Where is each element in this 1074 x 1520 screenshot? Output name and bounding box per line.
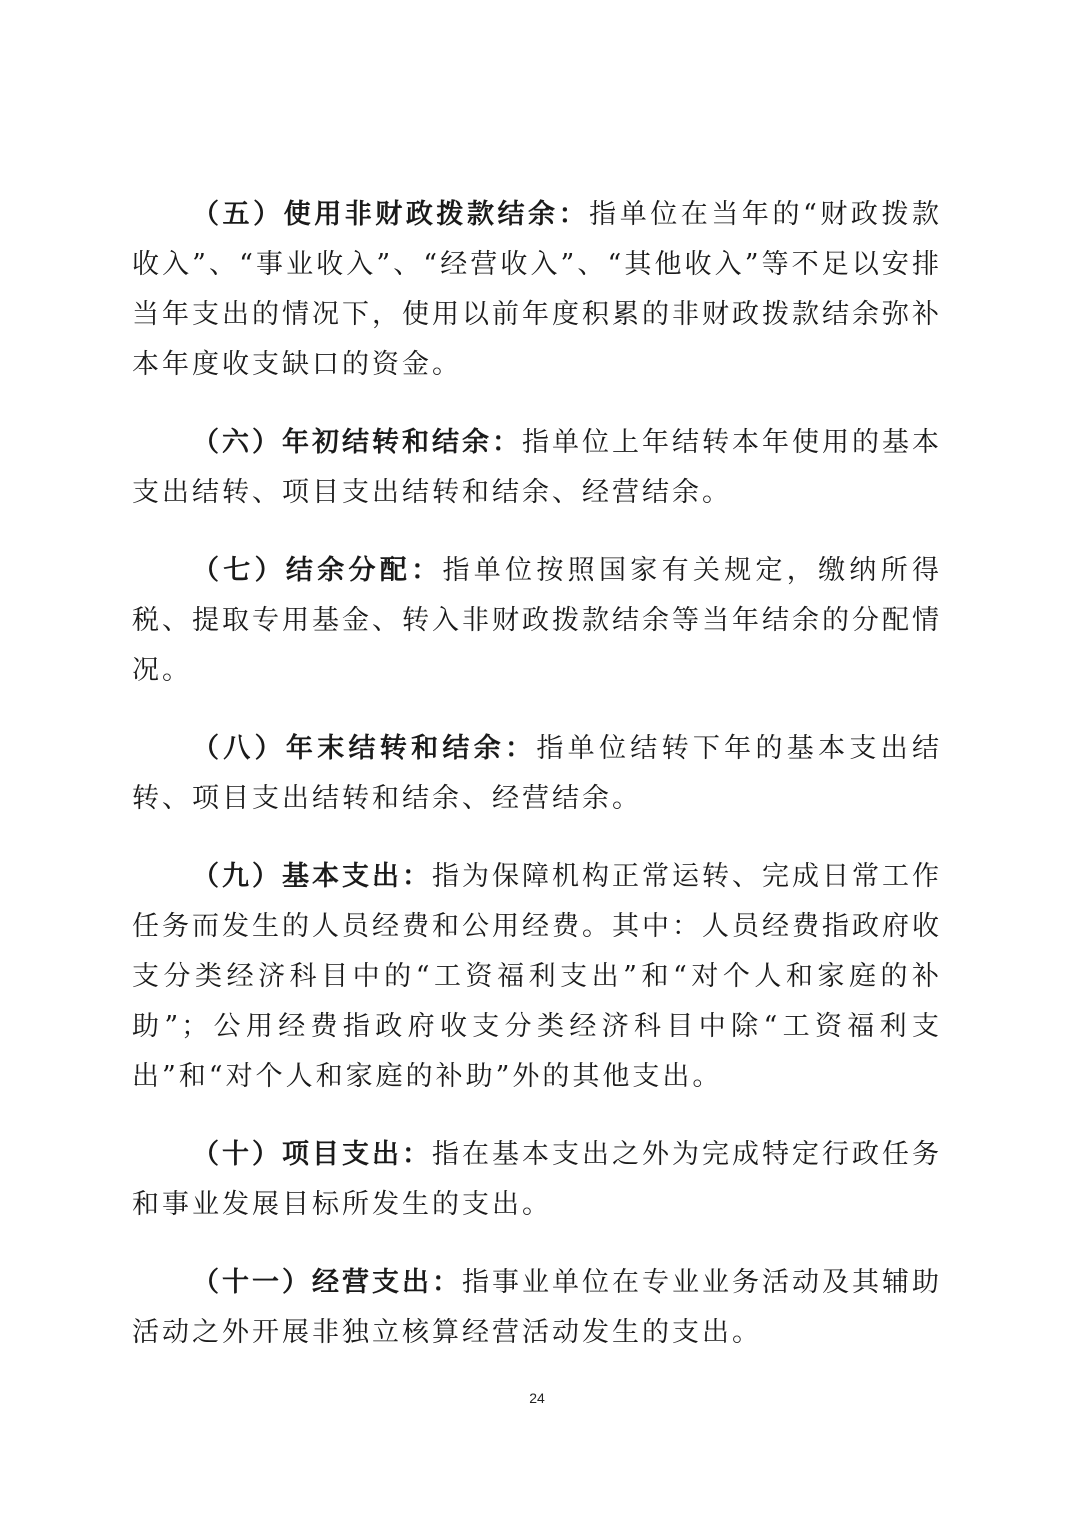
paragraph-text: 指单位上年结转本年使用的基本支出结转、项目支出结转和结余、经营结余。 xyxy=(132,427,942,508)
paragraph-term: （十一）经营支出： xyxy=(192,1267,462,1298)
paragraph-text: 指事业单位在专业业务活动及其辅助活动之外开展非独立核算经营活动发生的支出。 xyxy=(132,1267,942,1348)
paragraph-term: （五）使用非财政拨款结余： xyxy=(192,199,590,230)
paragraph-item-6 xyxy=(132,418,942,518)
paragraph-item-8 xyxy=(132,724,942,824)
paragraph-item-5 xyxy=(132,190,942,390)
paragraph-text: 指为保障机构正常运转、完成日常工作任务而发生的人员经费和公用经费。其中：人员经费指政府收支分类经济科目中的“工资福利支出”和“对个人和家庭的补助”；公用经费指政府收支分类经济科目中除“工资福利支出”和“对个人和家庭的补助”外的其他支出。 xyxy=(132,861,942,1092)
paragraph-term: （八）年末结转和结余： xyxy=(192,733,537,764)
paragraph-item-10 xyxy=(132,1130,942,1230)
paragraph-text: 指单位结转下年的基本支出结转、项目支出结转和结余、经营结余。 xyxy=(132,733,943,814)
paragraph-item-9 xyxy=(132,852,942,1102)
paragraph-text: 指单位按照国家有关规定，缴纳所得税、提取专用基金、转入非财政拨款结余等当年结余的分配情况。 xyxy=(132,555,943,686)
paragraph-item-7 xyxy=(132,546,942,696)
paragraph-text: 指单位在当年的“财政拨款收入”、“事业收入”、“经营收入”、“其他收入”等不足以安排当年支出的情况下，使用以前年度积累的非财政拨款结余弥补本年度收支缺口的资金。 xyxy=(132,199,943,380)
document-body xyxy=(132,190,942,1386)
paragraph-text: 指在基本支出之外为完成特定行政任务和事业发展目标所发生的支出。 xyxy=(132,1139,942,1220)
page-number: 24 xyxy=(529,1390,545,1406)
paragraph-item-11 xyxy=(132,1258,942,1358)
paragraph-term: （七）结余分配： xyxy=(192,555,443,586)
paragraph-term: （十）项目支出： xyxy=(192,1139,432,1170)
paragraph-term: （六）年初结转和结余： xyxy=(192,427,522,458)
paragraph-term: （九）基本支出： xyxy=(192,861,432,892)
